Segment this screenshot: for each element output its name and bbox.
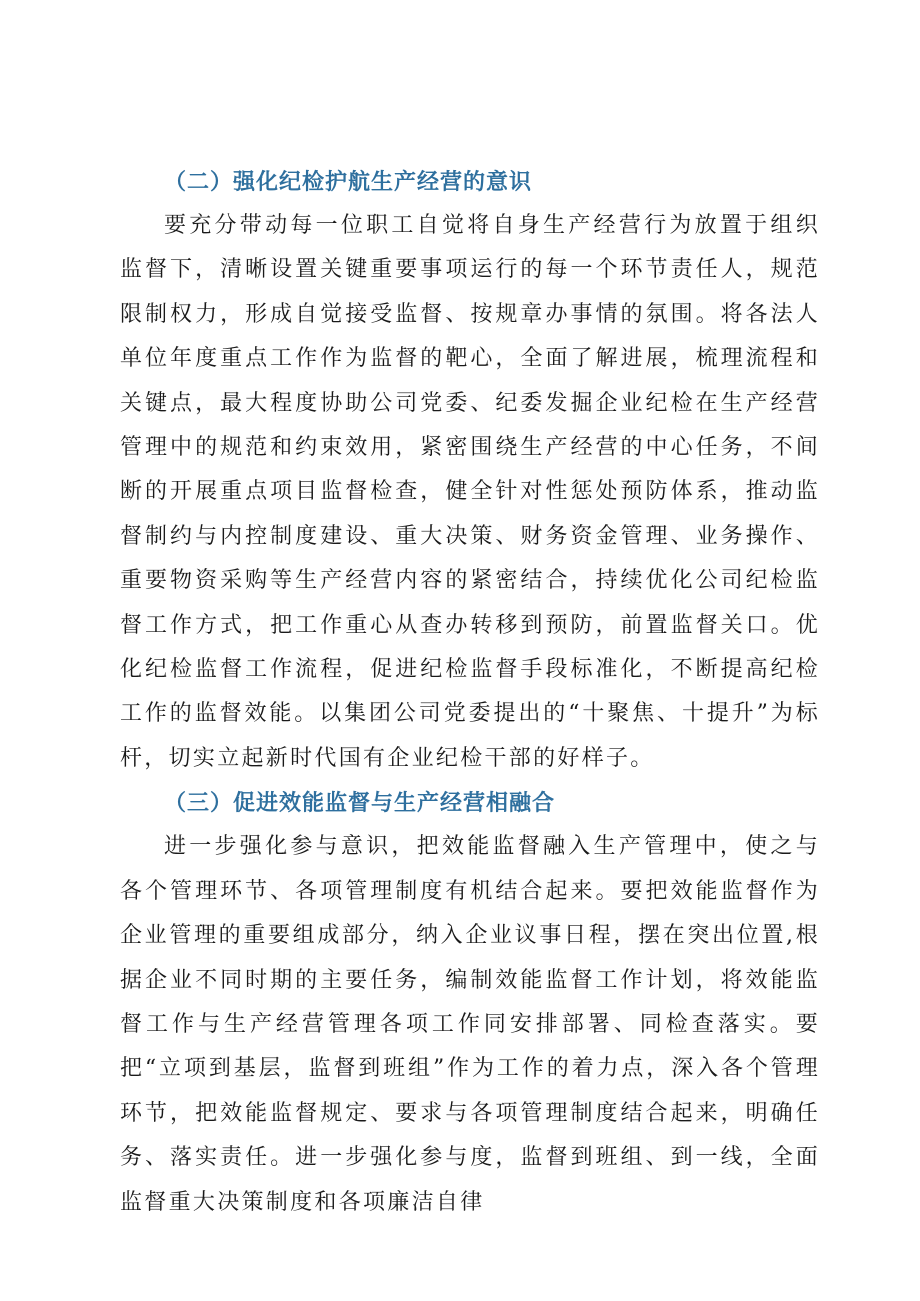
document-body (120, 160, 820, 1225)
section-2 (120, 160, 820, 781)
section-3 (120, 781, 820, 1225)
section-paragraph: 要充分带动每一位职工自觉将自身生产经营行为放置于组织监督下，清晰设置关键重要事项运行的每一个环节责任人，规范限制权力，形成自觉接受监督、按规章办事情的氛围。将各法人单位年度重点工作作为监督的靶心，全面了解进展，梳理流程和关键点，最大程度协助公司党委、纪委发掘企业纪检在生产经营管理中的规范和约束效用，紧密围绕生产经营的中心任务，不间断的开展重点项目监督检查，健全针对性惩处预防体系，推动监督制约与内控制度建设、重大决策、财务资金管理、业务操作、重要物资采购等生产经营内容的紧密结合，持续优化公司纪检监督工作方式，把工作重心从查办转移到预防，前置监督关口。优化纪检监督工作流程，促进纪检监督手段标准化，不断提高纪检工作的监督效能。以集团公司党委提出的“十聚焦、十提升”为标杆，切实立起新时代国有企业纪检干部的好样子。 (120, 213, 820, 771)
section-paragraph: 进一步强化参与意识，把效能监督融入生产管理中，使之与各个管理环节、各项管理制度有机结合起来。要把效能监督作为企业管理的重要组成部分，纳入企业议事日程，摆在突出位置,根据企业不同时期的主要任务，编制效能监督工作计划，将效能监督工作与生产经营管理各项工作同安排部署、同检查落实。要把“立项到基层，监督到班组”作为工作的着力点，深入各个管理环节，把效能监督规定、要求与各项管理制度结合起来，明确任务、落实责任。进一步强化参与度，监督到班组、到一线，全面监督重大决策制度和各项廉洁自律 (120, 834, 820, 1215)
section-heading: （三）促进效能监督与生产经营相融合 (164, 790, 556, 817)
section-heading: （二）强化纪检护航生产经营的意识 (164, 169, 533, 195)
